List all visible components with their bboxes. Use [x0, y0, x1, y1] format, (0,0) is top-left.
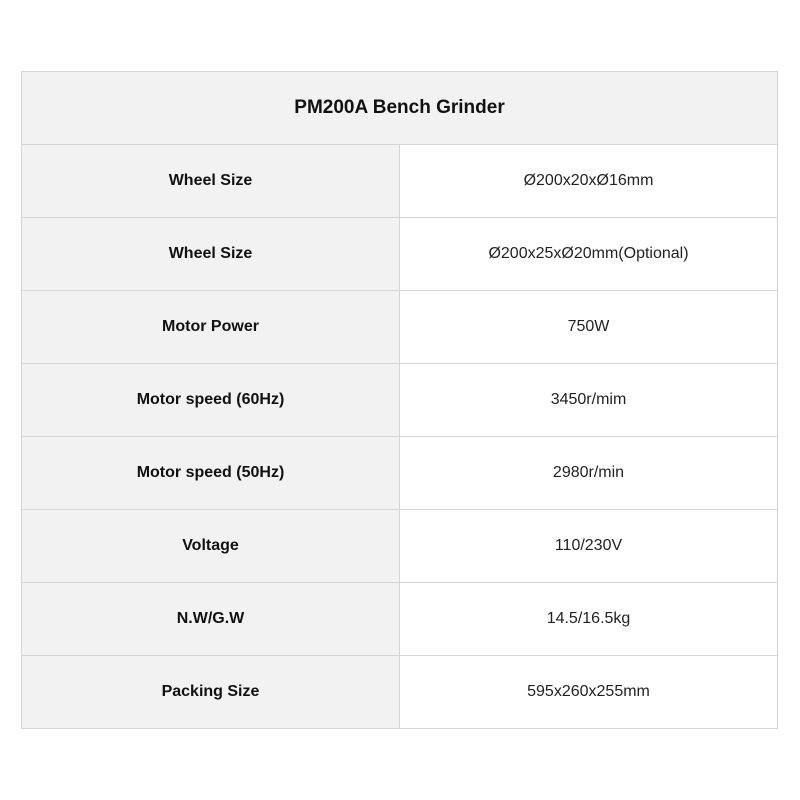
- table-header-row: [22, 72, 778, 145]
- table-row: [22, 291, 778, 364]
- spec-label: Wheel Size: [22, 218, 400, 291]
- spec-label: Wheel Size: [22, 145, 400, 218]
- spec-label: Packing Size: [22, 656, 400, 729]
- table-row: [22, 218, 778, 291]
- spec-label: Motor speed (60Hz): [22, 364, 400, 437]
- spec-value: 110/230V: [400, 510, 778, 583]
- spec-value: Ø200x25xØ20mm(Optional): [400, 218, 778, 291]
- spec-table: [21, 71, 778, 729]
- spec-label: Voltage: [22, 510, 400, 583]
- spec-value: 2980r/min: [400, 437, 778, 510]
- table-row: [22, 656, 778, 729]
- table-row: [22, 145, 778, 218]
- spec-value: 595x260x255mm: [400, 656, 778, 729]
- spec-value: 3450r/mim: [400, 364, 778, 437]
- spec-value: Ø200x20xØ16mm: [400, 145, 778, 218]
- table-row: [22, 583, 778, 656]
- table-row: [22, 364, 778, 437]
- spec-label: N.W/G.W: [22, 583, 400, 656]
- spec-label: Motor speed (50Hz): [22, 437, 400, 510]
- table-row: [22, 437, 778, 510]
- spec-value: 14.5/16.5kg: [400, 583, 778, 656]
- table-row: [22, 510, 778, 583]
- table-title: PM200A Bench Grinder: [22, 72, 778, 145]
- spec-label: Motor Power: [22, 291, 400, 364]
- spec-value: 750W: [400, 291, 778, 364]
